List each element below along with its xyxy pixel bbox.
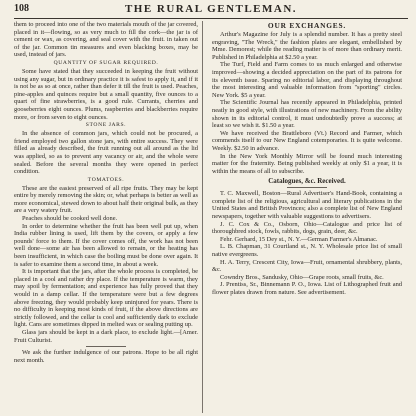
separator-rule — [86, 346, 126, 347]
exchanges-heading: OUR EXCHANGES. — [267, 21, 347, 30]
article-text: In the absence of common jars, which could not be procured, a friend employed two gallon stone jars, with entire success. They were filled as already described, the fruit running out all around as the lid was applied, so as to prevent any vacancy or air, and the whole were sealed. Before the several months they were opened in perfect condition. — [14, 130, 198, 176]
article-text: Some have stated that they succeeded in keeping the fruit without using any sugar, but in ordinary practice it is safest to apply it, and if it is not be as so at once, rather than defer it till the fruit is used. Peaches, pine-apples and quinces require but a small quantity, five ounces to a quart of fine strawberries, is a good rule. Currants, cherries and gooseberries eight ounces. Plums, raspberries and blackberries require more, or from seven to eight ounces. — [14, 67, 198, 121]
page-number: 108 — [14, 3, 29, 14]
catalogue-entry: J. Prentiss, Sr., Binnemann P. O., Iowa. List of Lithographed fruit and flower plates drawn from nature. See advertisement. — [212, 281, 402, 296]
exchange-notice: Arthur's Magazine for July is a splendid number. It has a pretty steel engraving, "The Wreck," the fashion plates are elegant, embellished by Mme. Demorest; while the reading matter is of more than ordinary merit. Published in Philadelphia at $2.50 a year. — [212, 31, 402, 61]
left-column — [14, 21, 198, 416]
exchange-notice: In the New York Monthly Mirror will be found much interesting matter for the fraternity. Being published weekly at only $1 a year, it is within the means of all to subscribe. — [212, 152, 402, 175]
catalogue-entry: H. A. Terry, Crescent City, Iowa—Fruit, ornamental shrubbery, plants, &c. — [212, 258, 402, 274]
exchange-notice: The Turf, Field and Farm comes to us much enlarged and otherwise improved—showing a decided appreciation on the part of its patrons for its eleventh issue. Sparing no editorial labor, and displaying throughout the most interesting and valuable information from "sporting" circles. New York. $5 a year. — [212, 61, 402, 99]
article-text: These are the easiest preserved of all ripe fruits. They may be kept entire by merely removing the skin; or, what perhaps is better as well as more economical, stewed down to about half their original bulk, as they are a very watery fruit. — [14, 184, 198, 215]
catalogue-entry: J. C. Cox & Co., Osborn, Ohio—Catalogue and price list of thoroughbred stock, fowls, rabbits, dogs, grain, deer, &c. — [212, 220, 402, 236]
article-text: It is important that the jars, after the whole process is completed, be placed in a cool and rather dry place. If the temperature is warm, they may spoil by fermentation; and experience has fully proved that they would in a damp cellar. If the temperature were but a few degrees above freezing, they would probably keep uninjured for years. There is no difficulty in keeping most kinds of fruit, if the above directions are strictly followed, and the cellar is cool and sufficiently dark to exclude light. Cans are sometimes dipped in melted wax or sealing putting up. — [14, 268, 198, 329]
catalogue-entry: Cowndry Bros., Sandusky, Ohio—Grape roots, small fruits, &c. — [220, 273, 384, 281]
article-text: In order to determine whether the fruit has been well put up, when India rubber lining is used, lift them by the covers, or apply a few pounds' force to them. If the cover comes off, the work has not been well done—some air has been allowed to remain, or the heating has been insufficient, in which case the boiling must be done over again. It is safer to examine them a second time, in about a week. — [14, 222, 198, 268]
article-text: Glass jars should be kept in a dark place, to exclude light.—[Amer. Fruit Culturist. — [14, 328, 198, 344]
catalogue-entry: Fehr. Gerhard, 15 Dey st., N. Y.—German Farmer's Almanac. — [220, 235, 378, 243]
section-heading: QUANTITY OF SUGAR REQUIRED. — [53, 59, 159, 66]
page-header — [14, 3, 408, 19]
exchange-notice: We have received the Brattleboro (Vt.) Record and Farmer, which commends itself to our New England cotemporaries. It is quite welcome. Weekly. $2.50 in advance. — [212, 129, 402, 152]
article-text: them to proceed into one of the two materials mouth of the jar covered, placed in it—flowing, so as very much to fill the cork—the jar is of cement or wax, as covering, and seal cover with the fruit. in taken out of the jar. Common tin measures and even blacking boxes, may be used, instead of jars. — [14, 21, 198, 59]
section-heading: STONE JARS. — [85, 122, 127, 129]
exchange-notice: The Scientific Journal has recently appeared in Philadelphia, printed neatly in good style, with illustrations of new machinery. From the ability shown in its editorial control, it must undoubtedly prove a success; at least so we wish it. $1.50 a year. — [212, 99, 402, 130]
editor-note: We ask the further indulgence of our patrons. Hope to be all right next month. — [14, 349, 198, 364]
section-heading: TOMATOES. — [87, 176, 125, 183]
article-text: Peaches should be cooked well done. — [22, 215, 118, 223]
column-rule — [202, 21, 203, 413]
running-title: THE RURAL GENTLEMAN. — [124, 3, 298, 15]
separator-rule — [287, 187, 327, 188]
catalogue-entry: L. B. Chapman, 31 Courtland st., N. Y. Wholesale price list of small native evergreens. — [212, 243, 402, 259]
catalogue-entry: T. C. Maxwell, Boston—Rural Advertiser's Hand-Book, containing a complete list of the religious, agricultural and literary publications in the United States and British Provinces; also a complete list of New England newspapers, together with valuable suggestions to advertisers. — [212, 190, 402, 221]
catalogues-heading: Catalogues, &c. Received. — [268, 177, 346, 186]
right-column — [212, 21, 402, 416]
